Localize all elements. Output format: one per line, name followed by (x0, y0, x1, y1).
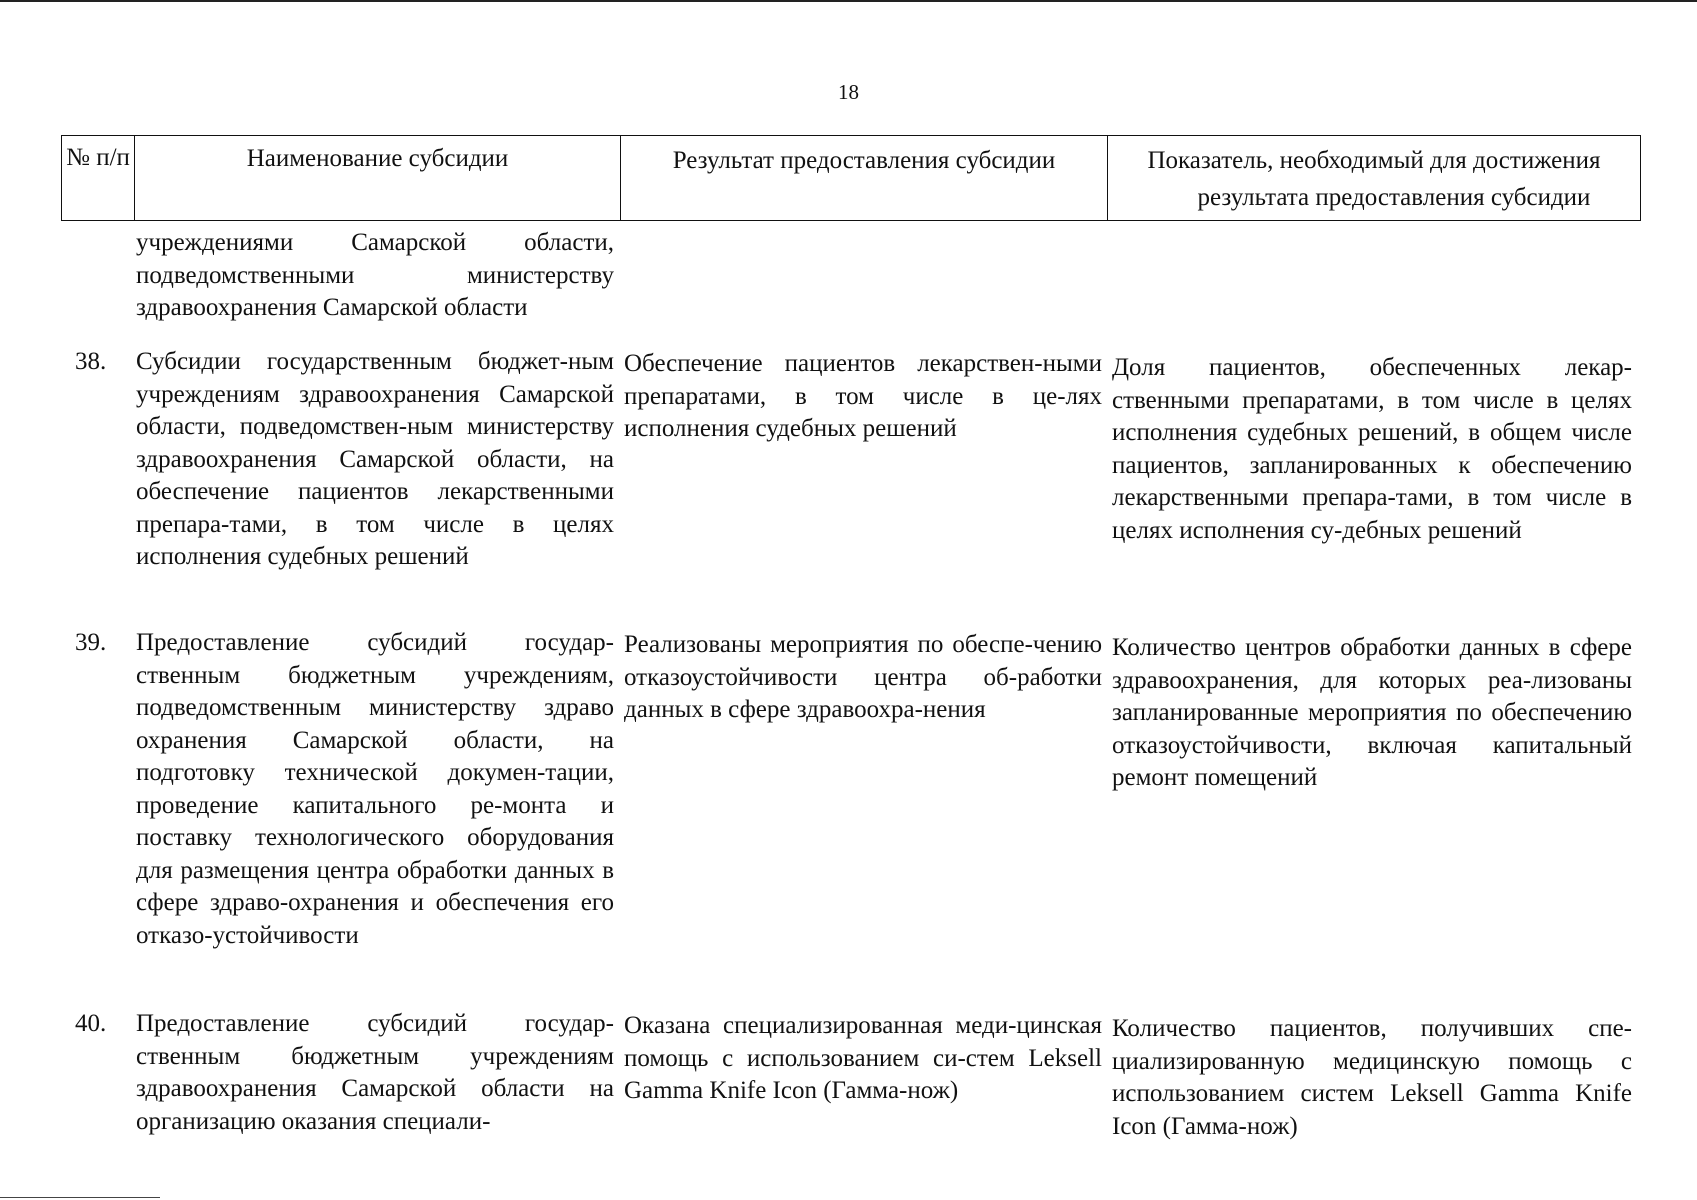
row-38-result: Обеспечение пациентов лекарствен-ными препаратами, в том числе в це-лях исполнения судебных решений (624, 350, 1102, 442)
header-indicator (1108, 136, 1640, 220)
header-indicator-line1: Показатель, необходимый для достижения (1147, 147, 1601, 174)
table-header (61, 135, 1641, 221)
header-name: Наименование субсидии (135, 136, 621, 220)
row-39-indicator: Количество центров обработки данных в сфере здравоохранения, для которых реа-лизованы запланированные мероприятия по обеспечению отказоустойчивости, включая капитальный ремонт помещений (1112, 634, 1632, 791)
row-40-result: Оказана специализированная меди-цинская помощь с использованием си-стем Leksell Gamma Knife Icon (Гамма-нож) (624, 1012, 1102, 1104)
row-40-name: Предоставление субсидий государ-ственным бюджетным учреждениям здравоохранения Самарской области на организацию оказания специали- (136, 1010, 614, 1135)
row-40-num: 40. (75, 1010, 107, 1037)
header-indicator-line2: результата предоставления субсидии (1197, 184, 1591, 211)
row-39-name: Предоставление субсидий государ-ственным бюджетным учреждениям, подведомственным министерству здраво охранения Самарской области, на подготовку технической докумен-тации, проведение капитального ре-монта и поставку технологического оборудования для размещения центра обработки данных в сфере здраво-охранения и обеспечения его отказо-устойчивости (136, 629, 614, 949)
row-39-result: Реализованы мероприятия по обеспе-чению отказоустойчивости центра об-работки данных в сфере здравоохра-нения (624, 631, 1102, 723)
top-border-line (0, 0, 1697, 2)
page-number: 18 (838, 80, 859, 104)
row-40-indicator: Количество пациентов, получивших спе-циализированную медицинскую помощь с использованием систем Leksell Gamma Knife Icon (Гамма-нож) (1112, 1015, 1632, 1140)
header-result: Результат предоставления субсидии (621, 136, 1108, 220)
row-38-num: 38. (75, 348, 107, 375)
header-num-label: № п/п (66, 144, 130, 171)
bottom-border-line (0, 1197, 160, 1198)
header-num (62, 136, 135, 220)
row-38-name: Субсидии государственным бюджет-ным учреждениям здравоохранения Самарской области, подведомствен-ным министерству здравоохранения Самарской области, на обеспечение пациентов лекарственными препара-тами, в том числе в целях исполнения судебных решений (136, 348, 614, 570)
continuation-name: учреждениями Самарской области, подведомственными министерству здравоохранения Самарской области (136, 229, 614, 321)
row-38-indicator: Доля пациентов, обеспеченных лекар-ственными препаратами, в том числе в целях исполнения судебных решений, в общем числе пациентов, запланированных к обеспечению лекарственными препара-тами, в том числе в целях исполнения су-дебных решений (1112, 354, 1632, 544)
row-39-num: 39. (75, 629, 107, 656)
